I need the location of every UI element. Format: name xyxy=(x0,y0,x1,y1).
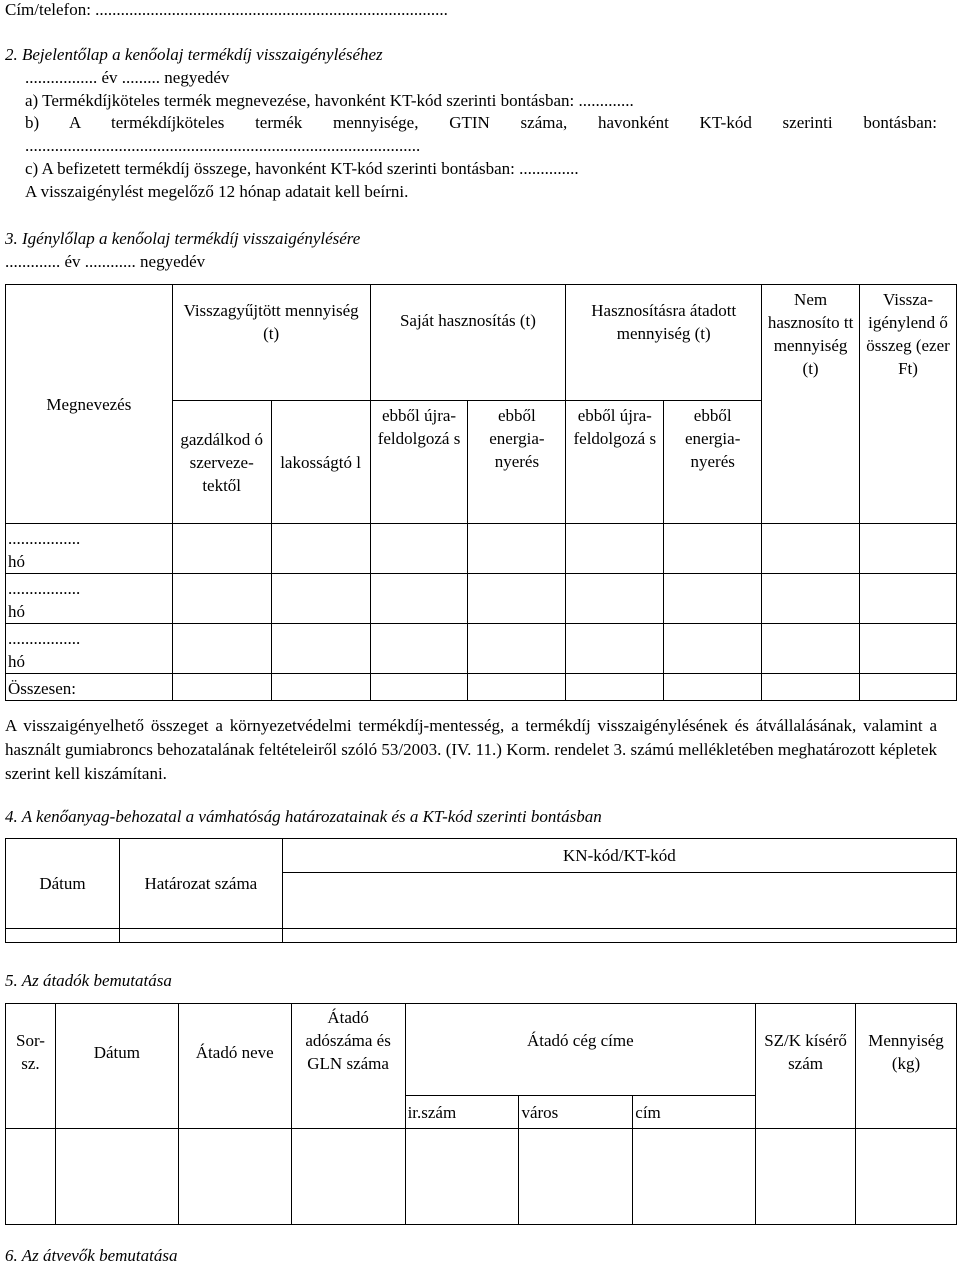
cell-input[interactable] xyxy=(405,1129,519,1225)
col-date: Dátum xyxy=(6,839,120,929)
section3-title: 3. Igénylőlap a kenőolaj termékdíj visszaigénylésére xyxy=(5,229,361,248)
month-cell: ................. hó xyxy=(6,624,173,674)
section5-title: 5. Az átadók bemutatása xyxy=(5,971,172,990)
cell-input[interactable] xyxy=(566,524,664,574)
header-not-used: Nem hasznosíto tt mennyiség (t) xyxy=(762,285,860,524)
sub-transferred-energy: ebből energia-nyerés xyxy=(664,401,762,524)
cell-input[interactable] xyxy=(664,674,762,701)
cell-input[interactable] xyxy=(6,1129,56,1225)
cell-input[interactable] xyxy=(664,524,762,574)
section2-note: A visszaigénylést megelőző 12 hónap adatait kell beírni. xyxy=(25,182,409,201)
header-collected: Visszagyűjtött mennyiség (t) xyxy=(172,285,370,401)
cell-input[interactable] xyxy=(282,929,956,943)
cell-input[interactable] xyxy=(370,624,468,674)
cell-input[interactable] xyxy=(119,929,282,943)
cell-input[interactable] xyxy=(756,1129,856,1225)
contact-line: Cím/telefon: ................................................................................... xyxy=(5,0,448,19)
sub-own-recycling: ebből újra-feldolgozá s xyxy=(370,401,468,524)
section2-item-a: a) Termékdíjköteles termék megnevezése, havonként KT-kód szerinti bontásban: ............. xyxy=(25,91,634,110)
cell-input[interactable] xyxy=(468,674,566,701)
col-company-address: Átadó cég címe xyxy=(405,1004,756,1096)
cell-input[interactable] xyxy=(633,1129,756,1225)
cell-input[interactable] xyxy=(468,574,566,624)
calculation-note: A visszaigényelhető összeget a környezetvédelmi termékdíj-mentesség, a termékdíj visszaigénylésének és átvállalásának, valamint a használt gumiabroncs behozatalának feltételeiről szóló 53/2003. (IV. 11.) Korm. rendelet 3. számú mellékletében meghatározott képletek szerint kell kiszámítani. xyxy=(5,716,937,783)
cell-input[interactable] xyxy=(370,674,468,701)
cell-input[interactable] xyxy=(370,524,468,574)
col-quantity: Mennyiség (kg) xyxy=(855,1004,956,1129)
kn-code-input[interactable] xyxy=(282,873,956,929)
cell-input[interactable] xyxy=(566,624,664,674)
total-row xyxy=(6,674,957,701)
col-tax-gln: Átadó adószáma és GLN száma xyxy=(291,1004,405,1129)
sub-from-population: lakosságtó l xyxy=(271,401,370,524)
sub-transferred-recycling: ebből újra-feldolgozá s xyxy=(566,401,664,524)
section2-item-c: c) A befizetett termékdíj összege, havonként KT-kód szerinti bontásban: .............. xyxy=(25,159,579,178)
section2-period: ................. év ......... negyedév xyxy=(25,68,230,87)
cell-input[interactable] xyxy=(172,524,271,574)
cell-input[interactable] xyxy=(664,574,762,624)
table-row xyxy=(6,524,957,574)
table-row xyxy=(6,624,957,674)
cell-input[interactable] xyxy=(762,574,860,624)
cell-input[interactable] xyxy=(860,524,957,574)
table-row xyxy=(6,574,957,624)
cell-input[interactable] xyxy=(468,624,566,674)
cell-input[interactable] xyxy=(271,624,370,674)
cell-input[interactable] xyxy=(178,1129,291,1225)
header-refund-amount: Vissza-igénylend ő összeg (ezer Ft) xyxy=(860,285,957,524)
total-label: Összesen: xyxy=(6,674,173,701)
cell-input[interactable] xyxy=(664,624,762,674)
col-decision-number: Határozat száma xyxy=(119,839,282,929)
cell-input[interactable] xyxy=(519,1129,633,1225)
cell-input[interactable] xyxy=(860,624,957,674)
col-zip: ir.szám xyxy=(405,1096,519,1129)
month-cell: ................. hó xyxy=(6,574,173,624)
cell-input[interactable] xyxy=(370,574,468,624)
cell-input[interactable] xyxy=(271,674,370,701)
cell-input[interactable] xyxy=(762,674,860,701)
col-street: cím xyxy=(633,1096,756,1129)
section3-period: ............. év ............ negyedév xyxy=(5,252,206,271)
col-date: Dátum xyxy=(55,1004,178,1129)
cell-input[interactable] xyxy=(271,574,370,624)
section2-title: 2. Bejelentőlap a kenőolaj termékdíj visszaigényléséhez xyxy=(5,45,383,64)
col-city: város xyxy=(519,1096,633,1129)
cell-input[interactable] xyxy=(172,624,271,674)
header-own-use: Saját hasznosítás (t) xyxy=(370,285,566,401)
header-name: Megnevezés xyxy=(6,285,173,524)
col-serial: Sor-sz. xyxy=(6,1004,56,1129)
cell-input[interactable] xyxy=(860,674,957,701)
sub-own-energy: ebből energia-nyerés xyxy=(468,401,566,524)
transferors-table xyxy=(5,1003,957,1225)
cell-input[interactable] xyxy=(566,674,664,701)
cell-input[interactable] xyxy=(468,524,566,574)
header-transferred: Hasznosításra átadott mennyiség (t) xyxy=(566,285,762,401)
cell-input[interactable] xyxy=(55,1129,178,1225)
cell-input[interactable] xyxy=(172,674,271,701)
col-kn-kt-code: KN-kód/KT-kód xyxy=(282,839,956,873)
section6-title: 6. Az átvevők bemutatása xyxy=(5,1246,178,1265)
cell-input[interactable] xyxy=(172,574,271,624)
cell-input[interactable] xyxy=(271,524,370,574)
cell-input[interactable] xyxy=(860,574,957,624)
sub-from-organisations: gazdálkod ó szerveze-tektől xyxy=(172,401,271,524)
cell-input[interactable] xyxy=(762,624,860,674)
col-document-number: SZ/K kísérő szám xyxy=(756,1004,856,1129)
table-row xyxy=(6,1129,957,1225)
cell-input[interactable] xyxy=(566,574,664,624)
section2-item-b: b) A termékdíjköteles termék mennyisége, GTIN száma, havonként KT-kód szerinti bontásban: xyxy=(25,113,937,132)
section2-item-b-cont: ............................................................................................. xyxy=(25,136,421,155)
section4-title: 4. A kenőanyag-behozatal a vámhatóság határozatainak és a KT-kód szerinti bontásban xyxy=(5,807,602,826)
cell-input[interactable] xyxy=(762,524,860,574)
cell-input[interactable] xyxy=(6,929,120,943)
cell-input[interactable] xyxy=(855,1129,956,1225)
col-transferor-name: Átadó neve xyxy=(178,1004,291,1129)
month-cell: ................. hó xyxy=(6,524,173,574)
import-table xyxy=(5,838,957,943)
cell-input[interactable] xyxy=(291,1129,405,1225)
claim-table xyxy=(5,284,957,701)
